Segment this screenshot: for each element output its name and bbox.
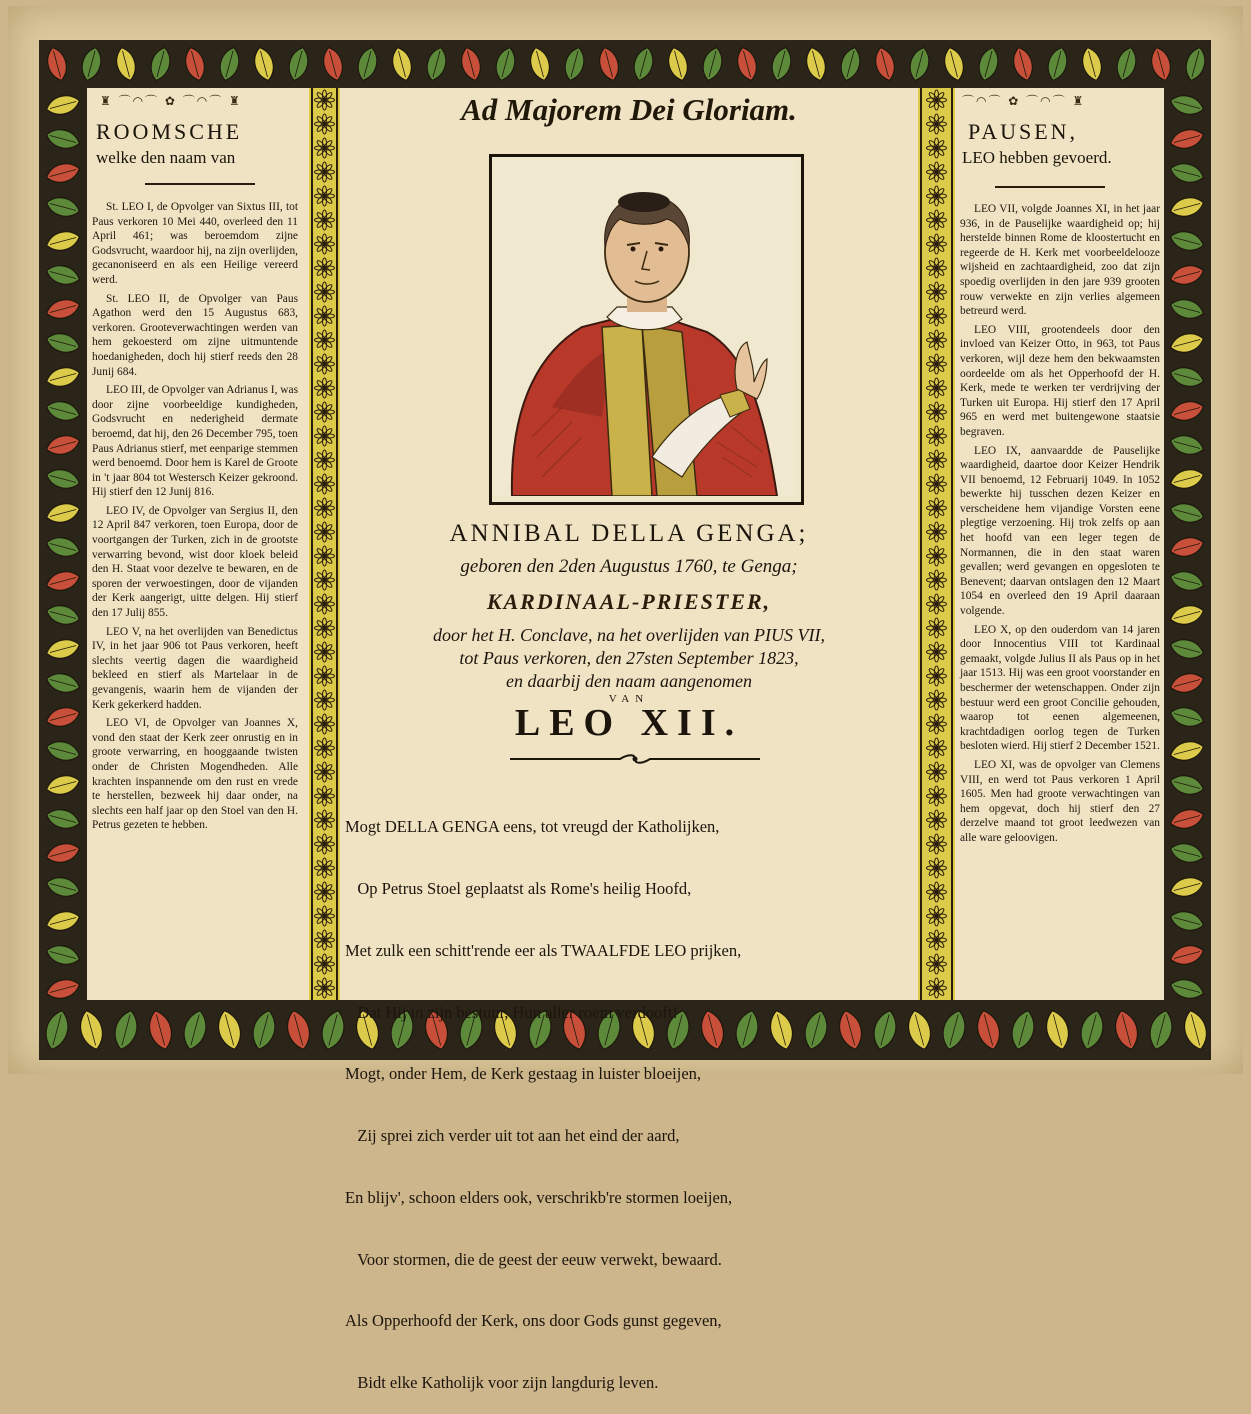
left-subheading: welke den naam van xyxy=(96,148,236,167)
left-entry-leo-5: LEO V, na het overlijden van Benedictus IV, in het jaar 906 tot Paus verkoren, heeft slechts veertig dagen die waardigheid bekleed en stierf als Martelaar in de gevangenis, waarin hem de vijanden der Kerk gekerkerd hadden. xyxy=(92,625,298,711)
flower-rosette xyxy=(934,746,938,750)
flower-rosette xyxy=(322,626,326,630)
flower-rosette xyxy=(934,362,938,366)
verse-line: Als Opperhoofd der Kerk, ons door Gods gunst gegeven, xyxy=(345,1311,722,1331)
flower-rosette xyxy=(322,722,326,726)
flower-rosette xyxy=(322,218,326,222)
left-entry-leo-2: St. LEO II, de Opvolger van Paus Agathon werd den 15 Augustus 683, verkoren. Grooteverwachtingen werden van hem gekoesterd om zijne uitmuntende hoedanigheden, doch hij stierf reeds den 28 Junij 684. xyxy=(92,292,298,378)
leaf-border-top xyxy=(39,40,1211,88)
pope-portrait xyxy=(492,157,795,496)
flower-rosette xyxy=(934,146,938,150)
flower-rosette xyxy=(934,290,938,294)
verse-line: Mogt, onder Hem, de Kerk gestaag in luister bloeijen, xyxy=(345,1064,702,1084)
right-rule xyxy=(995,186,1105,188)
flower-rosette xyxy=(934,410,938,414)
leaf-border-right xyxy=(1164,88,1211,1000)
flower-rosette xyxy=(322,890,326,894)
flower-rosette xyxy=(934,722,938,726)
flower-rosette xyxy=(934,818,938,822)
verse-line: Bidt elke Katholijk voor zijn langdurig leven. xyxy=(345,1373,659,1393)
right-entries xyxy=(960,202,1160,850)
birth-line: geboren den 2den Augustus 1760, te Genga; xyxy=(460,556,798,577)
flower-rosette xyxy=(322,170,326,174)
right-entry-leo-10: LEO X, op den ouderdom van 14 jaren door Innocentius VIII tot Kardinaal gemaakt, volgde Julius II als Paus op in het jaar 1513. Hij was een groot voorstander en beschermer der wetenschappen. Onder zijn bestuur werd een groot Concilie gehouden, waarop tot eenen algemeenen, krachtdadigen oorlog tegen de Turken besloten wierd. Hij stierf 2 December 1521. xyxy=(960,623,1160,753)
left-entry-leo-4: LEO IV, de Opvolger van Sergius II, den 12 April 847 verkoren, toen Europa, door de voortgangen der Turken, zich in de grootste verwarring bevond, wist door kloek beleid den H. Staat voor dezelve te bewaren, en de sporen der verwoestingen, door de vijanden der Kerk aangerigt, uitte delgen. Hij stierf den 17 Julij 855. xyxy=(92,504,298,620)
flower-rosette xyxy=(322,650,326,654)
right-entry-leo-8: LEO VIII, grootendeels door den invloed van Keizer Otto, in 963, tot Paus verkoren, wijl deze hem den bekwaamsten oordeelde om als het Opperhoofd der H. Kerk, mede te werken ter verdrijving der Turken uit Europa. Hij stierf den 17 April 965 en werd met buitengewone staatsie begraven. xyxy=(960,323,1160,438)
flower-rosette xyxy=(322,242,326,246)
right-entry-leo-7: LEO VII, volgde Joannes XI, in het jaar 936, in de Pauselijke waardigheid op; hij herstelde binnen Rome de kloostertucht en regeerde de H. Kerk met voorbeeldelooze wijsheid en zachtaardigheid, zoo dat zijn spoedig overlijden in den jare 939 grooten rouw verwekte en zijn verlies algemeen betreurd werd. xyxy=(960,203,1160,318)
verse-line: Met zulk een schitt'rende eer als TWAALFDE LEO prijken, xyxy=(345,940,742,960)
flower-rosette xyxy=(322,290,326,294)
flower-rosette xyxy=(934,602,938,606)
flower-rosette xyxy=(322,986,326,990)
flower-rosette xyxy=(322,410,326,414)
flower-rosette xyxy=(322,770,326,774)
ornament-vignette-right: ⌒◠⌒ ✿ ⌒◠⌒ ♜ xyxy=(962,94,1086,108)
flower-rosette xyxy=(934,866,938,870)
flower-rosette xyxy=(322,818,326,822)
flower-rosette xyxy=(934,266,938,270)
flower-rosette xyxy=(934,242,938,246)
flower-rosette xyxy=(322,194,326,198)
flower-rosette xyxy=(322,674,326,678)
right-entry-leo-9: LEO IX, aanvaardde de Pauselijke waardigheid, daartoe door Keizer Hendrik VII benoemd, 12 Februarij 1049. In 1052 bewerkte hij tusschen dezen Keizer en verscheidene hem vijandige Vorsten eene plegtige verzoening. Hij trok zelfs op aan het hoofd van een leger tegen de Normannen, die in den staat waren gevallen; werd gevangen en opgesloten te Benevent; daarvan ontslagen den 12 Maart 1054 en overleed den 19 April daaraan volgende. xyxy=(960,444,1160,618)
left-entries xyxy=(92,200,298,837)
flower-rosette xyxy=(934,890,938,894)
left-entry-leo-6: LEO VI, de Opvolger van Joannes X, vond den staat der Kerk zeer onrustig en in groote verwarring, en hooggaande twisten onder de Christen Mogendheden. Alle krachten inspannende om den rust en vrede te herstellen, bezweek hij daar onder, na slechts een half jaar op den Stoel van den H. Petrus gezeten te hebben. xyxy=(92,717,298,832)
flower-rosette xyxy=(934,698,938,702)
flower-rosette xyxy=(322,506,326,510)
flower-rosette xyxy=(322,842,326,846)
flower-rosette xyxy=(934,458,938,462)
flower-rosette xyxy=(934,962,938,966)
flower-rosette xyxy=(322,938,326,942)
election-line-3: en daarbij den naam aangenomen xyxy=(506,671,752,691)
flower-rosette xyxy=(322,362,326,366)
verse-block xyxy=(345,776,915,1414)
portrait-frame xyxy=(489,154,804,505)
flower-rosette xyxy=(322,146,326,150)
flower-rosette xyxy=(934,506,938,510)
flower-rosette xyxy=(934,122,938,126)
flower-rosette xyxy=(322,122,326,126)
flower-rosette xyxy=(934,98,938,102)
flower-rosette xyxy=(322,746,326,750)
ornament-vignette-left: ♜ ⌒◠⌒ ✿ ⌒◠⌒ ♜ xyxy=(100,94,242,108)
flower-rosette xyxy=(934,218,938,222)
right-entry-leo-11: LEO XI, was de opvolger van Clemens VIII, en werd tot Paus verkoren 1 April 1605. Men had groote verwachtingen van hem opgevat, doch hij stierf den 27 derzelve maand tot groot leedwezen van alle ware geloovigen. xyxy=(960,758,1160,844)
flower-strip-left xyxy=(309,88,340,1000)
flower-rosette xyxy=(934,674,938,678)
flower-rosette xyxy=(934,938,938,942)
right-heading: PAUSEN, xyxy=(968,119,1079,144)
left-rule xyxy=(145,183,255,185)
flower-rosette xyxy=(934,770,938,774)
flower-rosette xyxy=(934,986,938,990)
flower-rosette xyxy=(322,386,326,390)
flower-rosette xyxy=(322,602,326,606)
flower-rosette xyxy=(322,98,326,102)
flower-rosette xyxy=(934,194,938,198)
verse-line: Dat Hij in zijn bestuur, Hun aller roem verdooft! xyxy=(345,1002,678,1022)
flower-rosette xyxy=(322,338,326,342)
pope-birth-name: ANNIBAL DELLA GENGA; xyxy=(449,520,809,547)
flower-rosette xyxy=(934,482,938,486)
flower-strip-right xyxy=(918,88,955,1000)
flower-rosette xyxy=(322,266,326,270)
flower-rosette xyxy=(934,434,938,438)
flower-rosette xyxy=(322,794,326,798)
left-heading: ROOMSCHE xyxy=(96,119,243,144)
flower-rosette xyxy=(322,482,326,486)
verse-line: En blijv', schoon elders ook, verschrikb're stormen loeijen, xyxy=(345,1187,733,1207)
flower-rosette xyxy=(934,530,938,534)
flower-rosette xyxy=(322,698,326,702)
flower-rosette xyxy=(934,386,938,390)
motto-title: Ad Majorem Dei Gloriam. xyxy=(461,92,797,127)
flower-rosette xyxy=(322,866,326,870)
left-entry-leo-3: LEO III, de Opvolger van Adrianus I, was door zijne voorbeeldige kundigheden, Godsvrucht en nederigheid dermate beroemd, dat hij, den 26 December 795, toen Paus Adrianus stierf, met eenparige stemmen werd benoemd. Door hem is Karel de Groote in 't jaar 804 tot Westersch Keizer gekroond. Hij stierf den 12 Junij 816. xyxy=(92,384,299,499)
election-line-2: tot Paus verkoren, den 27sten September 1823, xyxy=(459,648,799,668)
flower-rosette xyxy=(934,170,938,174)
verse-line: Zij sprei zich verder uit tot aan het eind der aard, xyxy=(345,1126,680,1146)
flower-rosette xyxy=(322,530,326,534)
verse-line: Voor stormen, die de geest der eeuw verwekt, bewaard. xyxy=(345,1249,722,1269)
flower-rosette xyxy=(322,314,326,318)
flower-rosette xyxy=(322,554,326,558)
election-line-1: door het H. Conclave, na het overlijden van PIUS VII, xyxy=(433,625,825,645)
van-label: VAN xyxy=(608,693,650,705)
flower-rosette xyxy=(322,578,326,582)
papal-name: LEO XII. xyxy=(514,702,744,744)
flower-rosette xyxy=(934,914,938,918)
flower-rosette xyxy=(934,794,938,798)
right-subheading: LEO hebben gevoerd. xyxy=(962,148,1112,167)
flower-rosette xyxy=(934,842,938,846)
flower-rosette xyxy=(322,962,326,966)
flower-rosette xyxy=(934,626,938,630)
leaf-border-left xyxy=(39,88,87,1000)
flower-rosette xyxy=(322,434,326,438)
flower-rosette xyxy=(934,314,938,318)
center-flourish-rule xyxy=(510,752,760,766)
flower-rosette xyxy=(934,338,938,342)
verse-line: Op Petrus Stoel geplaatst als Rome's heilig Hoofd, xyxy=(345,878,692,898)
flower-rosette xyxy=(934,578,938,582)
left-entry-leo-1: St. LEO I, de Opvolger van Sixtus III, tot Paus verkoren 10 Mei 440, overleed den 11 April 461; was beroemdom zijne Godsvrucht, waardoor hij, na zijn overlijden, gecanoniseerd en als een Heilige vereerd werd. xyxy=(92,201,298,286)
flower-rosette xyxy=(934,650,938,654)
flower-rosette xyxy=(934,554,938,558)
flower-rosette xyxy=(322,914,326,918)
cardinal-title: KARDINAAL-PRIESTER, xyxy=(486,589,772,614)
verse-line: Mogt DELLA GENGA eens, tot vreugd der Katholijken, xyxy=(345,817,720,837)
flower-rosette xyxy=(322,458,326,462)
